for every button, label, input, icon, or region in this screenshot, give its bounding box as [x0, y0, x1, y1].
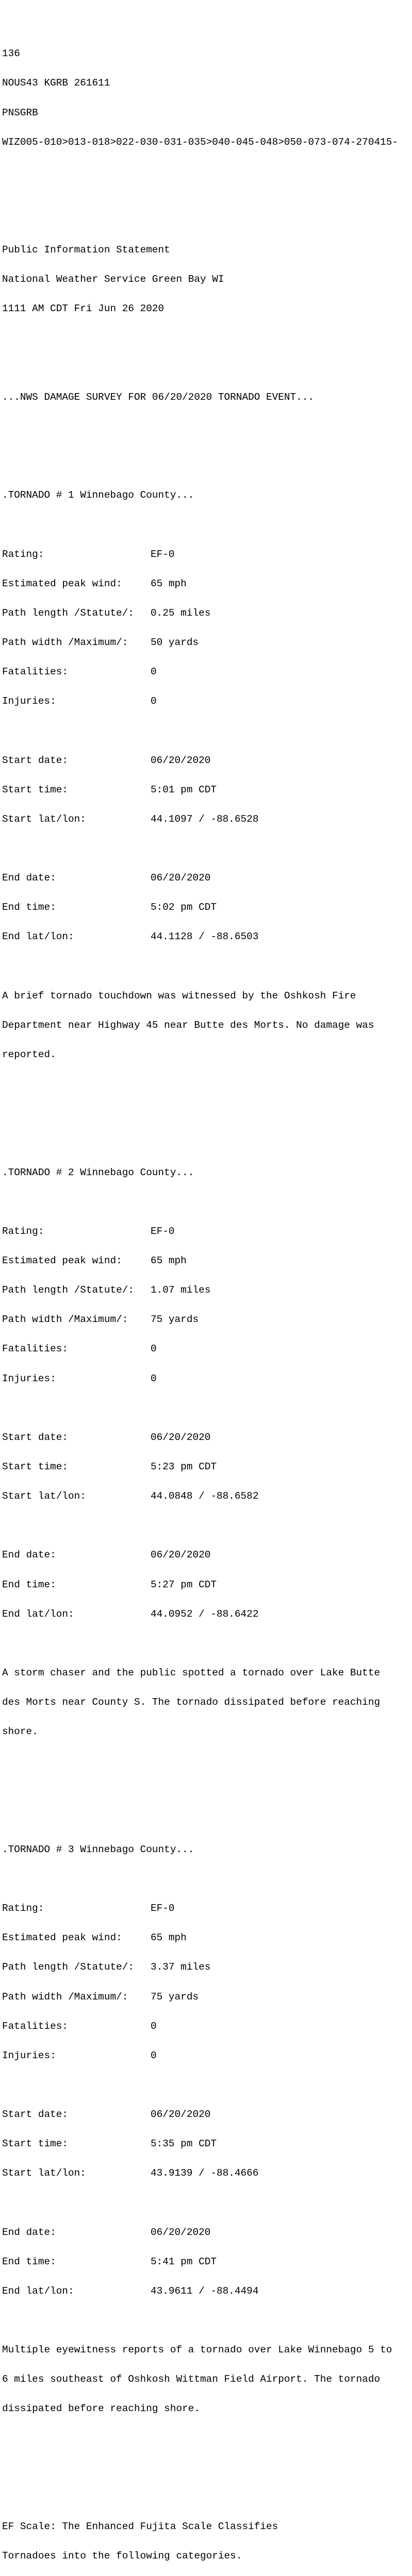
injuries-row: [2, 1374, 412, 1384]
field-value: 5:27 pm CDT: [151, 1579, 217, 1590]
start-time-row: [2, 785, 412, 795]
field-value: 06/20/2020: [151, 1549, 211, 1561]
spacer: [2, 520, 412, 530]
field-value: 43.9611 / -88.4494: [151, 2285, 259, 2297]
start-latlon-row: [2, 815, 412, 824]
path-width-row: [2, 1315, 412, 1325]
rating-row: [2, 550, 412, 560]
ugc-zone-line: WIZ005-010>013-018>022-030-031-035>040-045-048>050-073-074-270415-: [2, 136, 398, 148]
narrative-line: A storm chaser and the public spotted a tornado over Lake Butte: [2, 1667, 381, 1679]
start-time-row: [2, 2139, 412, 2149]
spacer: [2, 422, 412, 432]
field-value: EF-0: [151, 1225, 175, 1237]
statement-title: Public Information Statement: [2, 244, 170, 256]
end-latlon-row: [2, 1609, 412, 1619]
end-date-row: [2, 1550, 412, 1560]
field-value: 06/20/2020: [151, 2109, 211, 2121]
field-value: 06/20/2020: [151, 754, 211, 766]
spacer: [2, 353, 412, 363]
injuries-row: [2, 697, 412, 706]
field-value: 50 yards: [151, 637, 199, 649]
field-label: Injuries:: [2, 1372, 56, 1384]
spacer: [2, 2080, 412, 2090]
field-label: Injuries:: [2, 2049, 56, 2061]
spacer: [2, 1776, 412, 1786]
start-latlon-row: [2, 1492, 412, 1501]
tornado-heading: .TORNADO # 1 Winnebago County...: [2, 489, 194, 501]
spacer: [2, 844, 412, 854]
product-header: [2, 29, 412, 167]
rating-row: [2, 1227, 412, 1236]
spacer: [2, 1099, 412, 1109]
path-width-row: [2, 1992, 412, 2002]
end-date-row: [2, 2228, 412, 2238]
field-label: End time:: [2, 2256, 56, 2267]
product-id-line: 136: [2, 48, 20, 60]
field-value: 44.1097 / -88.6528: [151, 813, 259, 825]
spacer: [2, 2198, 412, 2208]
spacer: [2, 2453, 412, 2463]
field-label: Fatalities:: [2, 666, 68, 678]
field-label: Path length /Statute/:: [2, 1284, 134, 1296]
start-time-row: [2, 1462, 412, 1472]
field-label: Path width /Maximum/:: [2, 1991, 128, 2003]
tornado-section: [2, 1148, 412, 1756]
field-label: End date:: [2, 1549, 56, 1561]
field-label: Rating:: [2, 1903, 44, 1914]
spacer: [2, 1874, 412, 1884]
injuries-row: [2, 2051, 412, 2061]
field-value: 0: [151, 666, 157, 678]
field-value: 43.9139 / -88.4666: [151, 2167, 259, 2179]
field-value: 0: [151, 696, 157, 707]
field-label: Start date:: [2, 1431, 68, 1443]
wmo-header-line: NOUS43 KGRB 261611: [2, 77, 110, 89]
ef-scale-section: [2, 2502, 412, 2576]
field-label: End lat/lon:: [2, 931, 74, 943]
field-label: End date:: [2, 2226, 56, 2238]
spacer: [2, 187, 412, 196]
field-value: 75 yards: [151, 1991, 199, 2003]
field-value: 0.25 miles: [151, 607, 211, 619]
path-width-row: [2, 638, 412, 648]
field-label: Estimated peak wind:: [2, 578, 122, 589]
field-label: Path length /Statute/:: [2, 1961, 134, 1973]
field-label: Start lat/lon:: [2, 2167, 86, 2179]
field-value: 06/20/2020: [151, 2226, 211, 2238]
issuing-office: National Weather Service Green Bay WI: [2, 274, 224, 285]
field-value: 5:02 pm CDT: [151, 902, 217, 913]
field-value: 44.1128 / -88.6503: [151, 931, 259, 943]
field-label: End time:: [2, 1579, 56, 1590]
issue-time: 1111 AM CDT Fri Jun 26 2020: [2, 303, 164, 315]
field-label: Start date:: [2, 754, 68, 766]
tornado-section: [2, 1825, 412, 2434]
end-time-row: [2, 2257, 412, 2267]
start-latlon-row: [2, 2168, 412, 2178]
narrative-line: Department near Highway 45 near Butte des Morts. No damage was: [2, 1019, 374, 1031]
end-latlon-row: [2, 2286, 412, 2296]
field-label: End lat/lon:: [2, 1608, 74, 1620]
fatalities-row: [2, 667, 412, 677]
field-label: Injuries:: [2, 696, 56, 707]
field-label: Start lat/lon:: [2, 813, 86, 825]
spacer: [2, 1403, 412, 1413]
field-value: 06/20/2020: [151, 1431, 211, 1443]
peak-wind-row: [2, 1256, 412, 1266]
narrative-line: dissipated before reaching shore.: [2, 2403, 200, 2415]
spacer: [2, 2316, 412, 2326]
field-value: 0: [151, 2020, 157, 2032]
end-time-row: [2, 903, 412, 912]
field-label: Estimated peak wind:: [2, 1932, 122, 1944]
field-label: Estimated peak wind:: [2, 1255, 122, 1266]
spacer: [2, 1521, 412, 1531]
spacer: [2, 1197, 412, 1207]
spacer: [2, 962, 412, 972]
field-value: 5:35 pm CDT: [151, 2138, 217, 2150]
field-value: 0: [151, 1343, 157, 1355]
tornado-section: [2, 471, 412, 1079]
narrative-line: shore.: [2, 1726, 38, 1738]
field-label: Start time:: [2, 1461, 68, 1472]
narrative-line: A brief tornado touchdown was witnessed by the Oshkosh Fire: [2, 990, 356, 1002]
path-length-row: [2, 1962, 412, 1972]
statement-headline: ...NWS DAMAGE SURVEY FOR 06/20/2020 TORNADO EVENT...: [2, 391, 315, 403]
field-label: Path length /Statute/:: [2, 607, 134, 619]
narrative-line: des Morts near County S. The tornado dissipated before reaching: [2, 1697, 381, 1708]
field-value: 44.0952 / -88.6422: [151, 1608, 259, 1620]
field-label: Rating:: [2, 548, 44, 560]
peak-wind-row: [2, 1933, 412, 1943]
peak-wind-row: [2, 579, 412, 589]
narrative-line: Multiple eyewitness reports of a tornado over Lake Winnebago 5 to: [2, 2344, 392, 2356]
field-label: Start time:: [2, 784, 68, 795]
path-length-row: [2, 608, 412, 618]
field-label: Path width /Maximum/:: [2, 1314, 128, 1326]
field-value: 0: [151, 2049, 157, 2061]
narrative-line: 6 miles southeast of Oshkosh Wittman Field Airport. The tornado: [2, 2374, 381, 2385]
field-value: EF-0: [151, 548, 175, 560]
field-value: 5:41 pm CDT: [151, 2256, 217, 2267]
statement-title-block: [2, 226, 412, 334]
field-value: EF-0: [151, 1903, 175, 1914]
field-label: Rating:: [2, 1225, 44, 1237]
fatalities-row: [2, 1344, 412, 1354]
field-value: 65 mph: [151, 1932, 187, 1944]
awips-id-line: PNSGRB: [2, 107, 38, 118]
field-label: End date:: [2, 872, 56, 884]
field-label: Path width /Maximum/:: [2, 637, 128, 649]
field-value: 65 mph: [151, 1255, 187, 1266]
field-value: 75 yards: [151, 1314, 199, 1326]
path-length-row: [2, 1285, 412, 1295]
end-latlon-row: [2, 932, 412, 942]
field-value: 3.37 miles: [151, 1961, 211, 1973]
field-value: 06/20/2020: [151, 872, 211, 884]
field-label: End lat/lon:: [2, 2285, 74, 2297]
fatalities-row: [2, 2022, 412, 2031]
start-date-row: [2, 2110, 412, 2120]
field-label: Fatalities:: [2, 1343, 68, 1355]
end-time-row: [2, 1580, 412, 1590]
spacer: [2, 726, 412, 736]
ef-scale-intro: Tornadoes into the following categories.: [2, 2550, 242, 2562]
field-label: Fatalities:: [2, 2020, 68, 2032]
ef-scale-intro: EF Scale: The Enhanced Fujita Scale Classifies: [2, 2521, 278, 2533]
end-date-row: [2, 873, 412, 883]
tornado-heading: .TORNADO # 3 Winnebago County...: [2, 1843, 194, 1855]
spacer: [2, 1639, 412, 1649]
rating-row: [2, 1904, 412, 1913]
field-label: End time:: [2, 902, 56, 913]
tornado-heading: .TORNADO # 2 Winnebago County...: [2, 1166, 194, 1178]
field-label: Start date:: [2, 2109, 68, 2121]
field-value: 1.07 miles: [151, 1284, 211, 1296]
field-value: 0: [151, 1372, 157, 1384]
field-value: 5:01 pm CDT: [151, 784, 217, 795]
start-date-row: [2, 1433, 412, 1443]
field-label: Start lat/lon:: [2, 1490, 86, 1502]
field-value: 44.0848 / -88.6582: [151, 1490, 259, 1502]
narrative-line: reported.: [2, 1049, 56, 1061]
field-value: 5:23 pm CDT: [151, 1461, 217, 1472]
field-label: Start time:: [2, 2138, 68, 2150]
start-date-row: [2, 756, 412, 766]
field-value: 65 mph: [151, 578, 187, 589]
